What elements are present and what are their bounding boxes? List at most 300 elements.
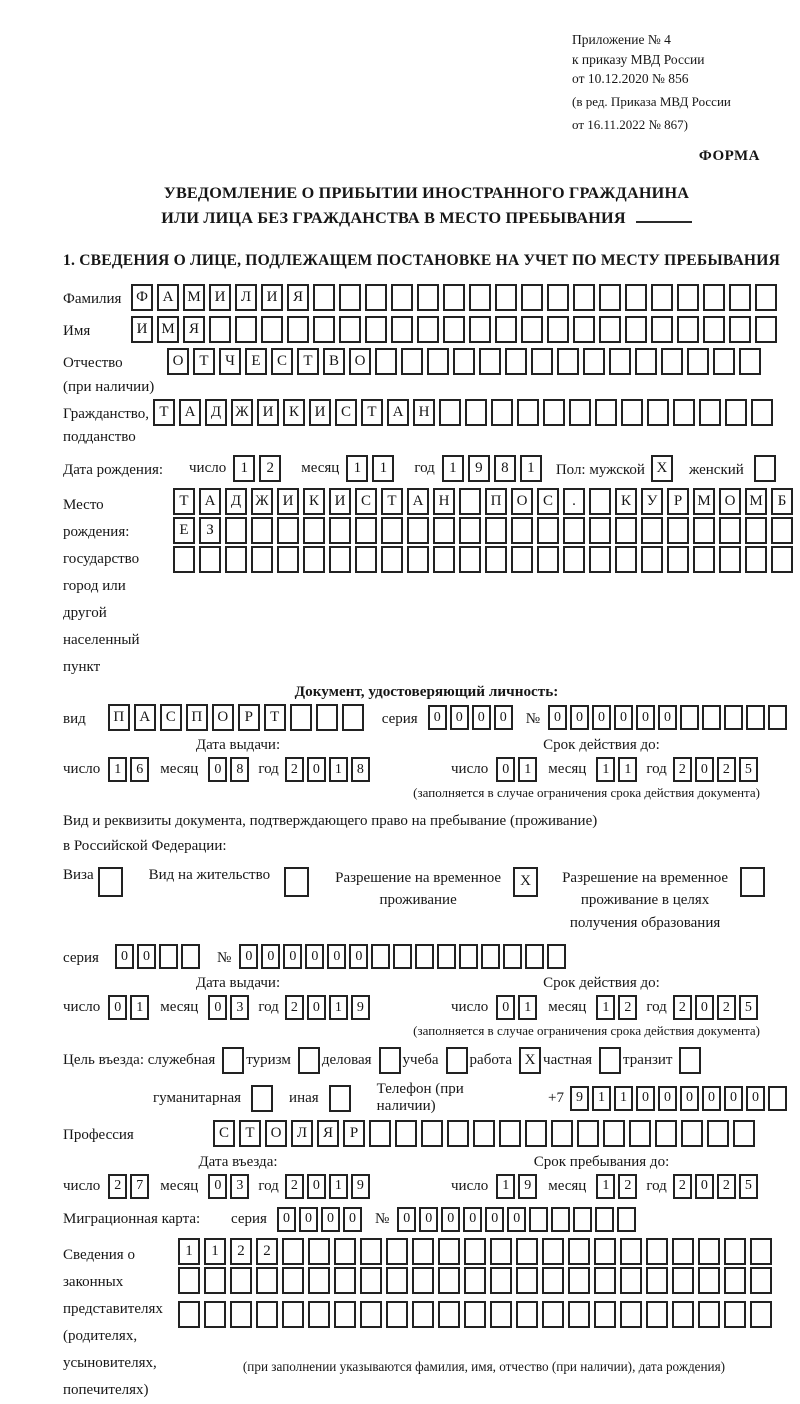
form-cell[interactable] <box>521 284 543 311</box>
form-cell[interactable] <box>417 284 439 311</box>
form-cell[interactable]: Д <box>205 399 227 426</box>
form-cell[interactable] <box>537 546 559 573</box>
form-cell[interactable] <box>282 1301 304 1328</box>
form-cell[interactable]: И <box>329 488 351 515</box>
form-cell[interactable] <box>655 1120 677 1147</box>
form-cell[interactable] <box>771 546 793 573</box>
form-cell[interactable] <box>599 316 621 343</box>
purpose-business-checkbox[interactable] <box>379 1047 401 1074</box>
form-cell[interactable] <box>261 316 283 343</box>
form-cell[interactable] <box>719 517 741 544</box>
form-cell[interactable] <box>204 1301 226 1328</box>
form-cell[interactable] <box>543 399 565 426</box>
form-cell[interactable]: И <box>209 284 231 311</box>
form-cell[interactable] <box>525 944 544 969</box>
form-cell[interactable] <box>391 316 413 343</box>
form-cell[interactable]: 0 <box>115 944 134 969</box>
form-cell[interactable] <box>303 517 325 544</box>
form-cell[interactable] <box>621 399 643 426</box>
form-cell[interactable] <box>755 316 777 343</box>
form-cell[interactable]: С <box>537 488 559 515</box>
form-cell[interactable]: 8 <box>230 757 249 782</box>
form-cell[interactable]: Р <box>343 1120 365 1147</box>
form-cell[interactable] <box>724 1301 746 1328</box>
form-cell[interactable]: 0 <box>307 995 326 1020</box>
form-cell[interactable] <box>473 1120 495 1147</box>
form-cell[interactable]: Ф <box>131 284 153 311</box>
form-cell[interactable]: 0 <box>702 1086 721 1111</box>
form-cell[interactable]: Т <box>381 488 403 515</box>
form-cell[interactable] <box>465 399 487 426</box>
form-cell[interactable]: 1 <box>372 455 394 482</box>
purpose-transit-checkbox[interactable] <box>679 1047 701 1074</box>
form-cell[interactable]: А <box>134 704 156 731</box>
form-cell[interactable] <box>547 284 569 311</box>
form-cell[interactable]: О <box>212 704 234 731</box>
form-cell[interactable] <box>427 348 449 375</box>
form-cell[interactable] <box>173 546 195 573</box>
form-cell[interactable]: 0 <box>636 1086 655 1111</box>
form-cell[interactable]: У <box>641 488 663 515</box>
form-cell[interactable] <box>464 1238 486 1265</box>
form-cell[interactable] <box>542 1301 564 1328</box>
form-cell[interactable] <box>551 1207 570 1232</box>
form-cell[interactable] <box>433 546 455 573</box>
form-cell[interactable] <box>438 1238 460 1265</box>
form-cell[interactable]: 2 <box>673 995 692 1020</box>
form-cell[interactable]: Я <box>287 284 309 311</box>
form-cell[interactable]: 1 <box>596 757 615 782</box>
form-cell[interactable] <box>713 348 735 375</box>
form-cell[interactable] <box>589 546 611 573</box>
form-cell[interactable]: 0 <box>724 1086 743 1111</box>
form-cell[interactable] <box>439 399 461 426</box>
form-cell[interactable]: А <box>199 488 221 515</box>
form-cell[interactable] <box>547 316 569 343</box>
form-cell[interactable]: Т <box>153 399 175 426</box>
form-cell[interactable] <box>282 1267 304 1294</box>
form-cell[interactable]: К <box>283 399 305 426</box>
form-cell[interactable]: 1 <box>329 757 348 782</box>
visa-checkbox[interactable] <box>98 867 123 897</box>
form-cell[interactable]: Ж <box>251 488 273 515</box>
form-cell[interactable]: 0 <box>746 1086 765 1111</box>
form-cell[interactable] <box>491 399 513 426</box>
form-cell[interactable]: 1 <box>329 995 348 1020</box>
form-cell[interactable] <box>750 1267 772 1294</box>
form-cell[interactable] <box>329 517 351 544</box>
form-cell[interactable]: Ж <box>231 399 253 426</box>
form-cell[interactable] <box>615 517 637 544</box>
form-cell[interactable] <box>277 546 299 573</box>
form-cell[interactable] <box>635 348 657 375</box>
form-cell[interactable]: 0 <box>496 995 515 1020</box>
form-cell[interactable]: 0 <box>570 705 589 730</box>
form-cell[interactable] <box>342 704 364 731</box>
form-cell[interactable]: 0 <box>299 1207 318 1232</box>
form-cell[interactable]: Л <box>235 284 257 311</box>
form-cell[interactable] <box>355 517 377 544</box>
form-cell[interactable] <box>687 348 709 375</box>
form-cell[interactable] <box>603 1120 625 1147</box>
form-cell[interactable]: П <box>108 704 130 731</box>
form-cell[interactable] <box>617 1207 636 1232</box>
form-cell[interactable]: 2 <box>717 1174 736 1199</box>
form-cell[interactable] <box>568 1267 590 1294</box>
form-cell[interactable] <box>707 1120 729 1147</box>
form-cell[interactable] <box>437 944 456 969</box>
form-cell[interactable] <box>360 1301 382 1328</box>
form-cell[interactable] <box>339 316 361 343</box>
form-cell[interactable] <box>573 316 595 343</box>
form-cell[interactable]: 6 <box>130 757 149 782</box>
form-cell[interactable]: Е <box>245 348 267 375</box>
form-cell[interactable] <box>251 546 273 573</box>
form-cell[interactable] <box>401 348 423 375</box>
form-cell[interactable] <box>407 546 429 573</box>
form-cell[interactable] <box>485 517 507 544</box>
form-cell[interactable] <box>503 944 522 969</box>
purpose-other-checkbox[interactable] <box>329 1085 351 1112</box>
form-cell[interactable] <box>651 284 673 311</box>
form-cell[interactable] <box>490 1238 512 1265</box>
form-cell[interactable]: 1 <box>592 1086 611 1111</box>
form-cell[interactable]: И <box>261 284 283 311</box>
form-cell[interactable] <box>557 348 579 375</box>
form-cell[interactable]: 1 <box>329 1174 348 1199</box>
form-cell[interactable]: О <box>349 348 371 375</box>
form-cell[interactable]: 2 <box>285 1174 304 1199</box>
form-cell[interactable]: 9 <box>351 995 370 1020</box>
form-cell[interactable]: И <box>277 488 299 515</box>
form-cell[interactable]: М <box>693 488 715 515</box>
form-cell[interactable]: 3 <box>230 995 249 1020</box>
form-cell[interactable]: 9 <box>518 1174 537 1199</box>
form-cell[interactable]: А <box>179 399 201 426</box>
form-cell[interactable]: 1 <box>108 757 127 782</box>
form-cell[interactable]: 0 <box>419 1207 438 1232</box>
form-cell[interactable]: 1 <box>618 757 637 782</box>
form-cell[interactable] <box>595 399 617 426</box>
form-cell[interactable] <box>308 1238 330 1265</box>
form-cell[interactable]: 0 <box>208 995 227 1020</box>
form-cell[interactable] <box>499 1120 521 1147</box>
form-cell[interactable] <box>542 1238 564 1265</box>
form-cell[interactable] <box>594 1267 616 1294</box>
form-cell[interactable] <box>287 316 309 343</box>
form-cell[interactable] <box>469 284 491 311</box>
form-cell[interactable] <box>583 348 605 375</box>
form-cell[interactable] <box>681 1120 703 1147</box>
form-cell[interactable]: 1 <box>596 995 615 1020</box>
form-cell[interactable] <box>746 705 765 730</box>
form-cell[interactable] <box>365 284 387 311</box>
form-cell[interactable]: З <box>199 517 221 544</box>
form-cell[interactable]: Я <box>183 316 205 343</box>
form-cell[interactable]: 1 <box>614 1086 633 1111</box>
form-cell[interactable]: Е <box>173 517 195 544</box>
form-cell[interactable] <box>481 944 500 969</box>
form-cell[interactable]: А <box>157 284 179 311</box>
form-cell[interactable]: 2 <box>618 1174 637 1199</box>
form-cell[interactable]: 0 <box>261 944 280 969</box>
form-cell[interactable] <box>178 1301 200 1328</box>
form-cell[interactable] <box>511 546 533 573</box>
form-cell[interactable] <box>568 1301 590 1328</box>
form-cell[interactable]: 1 <box>596 1174 615 1199</box>
form-cell[interactable] <box>516 1301 538 1328</box>
form-cell[interactable]: 0 <box>507 1207 526 1232</box>
purpose-private-checkbox[interactable] <box>599 1047 621 1074</box>
form-cell[interactable] <box>490 1267 512 1294</box>
form-cell[interactable] <box>569 399 591 426</box>
form-cell[interactable] <box>698 1301 720 1328</box>
form-cell[interactable] <box>459 546 481 573</box>
form-cell[interactable] <box>641 517 663 544</box>
form-cell[interactable] <box>595 1207 614 1232</box>
form-cell[interactable]: 0 <box>658 1086 677 1111</box>
form-cell[interactable] <box>334 1267 356 1294</box>
form-cell[interactable]: К <box>303 488 325 515</box>
form-cell[interactable] <box>750 1301 772 1328</box>
form-cell[interactable] <box>204 1267 226 1294</box>
form-cell[interactable]: 0 <box>283 944 302 969</box>
form-cell[interactable]: М <box>183 284 205 311</box>
form-cell[interactable]: О <box>265 1120 287 1147</box>
form-cell[interactable] <box>725 399 747 426</box>
form-cell[interactable]: 0 <box>349 944 368 969</box>
form-cell[interactable]: И <box>309 399 331 426</box>
form-cell[interactable]: 2 <box>285 995 304 1020</box>
form-cell[interactable] <box>745 517 767 544</box>
form-cell[interactable] <box>225 546 247 573</box>
form-cell[interactable] <box>693 517 715 544</box>
form-cell[interactable] <box>703 316 725 343</box>
form-cell[interactable]: 0 <box>137 944 156 969</box>
form-cell[interactable] <box>360 1238 382 1265</box>
form-cell[interactable] <box>386 1238 408 1265</box>
form-cell[interactable] <box>599 284 621 311</box>
form-cell[interactable] <box>661 348 683 375</box>
form-cell[interactable]: 2 <box>618 995 637 1020</box>
form-cell[interactable]: 0 <box>472 705 491 730</box>
form-cell[interactable] <box>334 1238 356 1265</box>
form-cell[interactable]: М <box>157 316 179 343</box>
form-cell[interactable]: 0 <box>658 705 677 730</box>
form-cell[interactable] <box>417 316 439 343</box>
form-cell[interactable]: 1 <box>520 455 542 482</box>
form-cell[interactable]: Я <box>317 1120 339 1147</box>
form-cell[interactable] <box>729 316 751 343</box>
sex-female-checkbox[interactable] <box>754 455 776 482</box>
form-cell[interactable]: М <box>745 488 767 515</box>
temp-residence-edu-checkbox[interactable] <box>740 867 765 897</box>
form-cell[interactable] <box>381 546 403 573</box>
form-cell[interactable]: О <box>719 488 741 515</box>
form-cell[interactable]: 1 <box>496 1174 515 1199</box>
form-cell[interactable] <box>313 316 335 343</box>
form-cell[interactable]: П <box>485 488 507 515</box>
form-cell[interactable] <box>724 1267 746 1294</box>
form-cell[interactable]: Н <box>413 399 435 426</box>
form-cell[interactable] <box>733 1120 755 1147</box>
form-cell[interactable] <box>459 517 481 544</box>
form-cell[interactable] <box>719 546 741 573</box>
form-cell[interactable]: Т <box>193 348 215 375</box>
form-cell[interactable] <box>625 316 647 343</box>
form-cell[interactable] <box>537 517 559 544</box>
form-cell[interactable]: С <box>355 488 377 515</box>
form-cell[interactable]: И <box>131 316 153 343</box>
residence-permit-checkbox[interactable] <box>284 867 309 897</box>
form-cell[interactable]: 0 <box>208 1174 227 1199</box>
form-cell[interactable]: С <box>213 1120 235 1147</box>
form-cell[interactable]: 0 <box>614 705 633 730</box>
form-cell[interactable]: О <box>167 348 189 375</box>
form-cell[interactable]: И <box>257 399 279 426</box>
form-cell[interactable] <box>768 705 787 730</box>
form-cell[interactable]: С <box>160 704 182 731</box>
form-cell[interactable] <box>547 944 566 969</box>
form-cell[interactable] <box>412 1267 434 1294</box>
form-cell[interactable] <box>677 316 699 343</box>
form-cell[interactable] <box>651 316 673 343</box>
purpose-tourism-checkbox[interactable] <box>298 1047 320 1074</box>
form-cell[interactable] <box>698 1267 720 1294</box>
form-cell[interactable] <box>290 704 312 731</box>
form-cell[interactable] <box>680 705 699 730</box>
form-cell[interactable] <box>386 1301 408 1328</box>
form-cell[interactable] <box>199 546 221 573</box>
form-cell[interactable] <box>667 517 689 544</box>
form-cell[interactable] <box>677 284 699 311</box>
form-cell[interactable]: 3 <box>230 1174 249 1199</box>
form-cell[interactable] <box>703 284 725 311</box>
form-cell[interactable]: Б <box>771 488 793 515</box>
form-cell[interactable] <box>620 1301 642 1328</box>
form-cell[interactable]: 9 <box>351 1174 370 1199</box>
form-cell[interactable] <box>421 1120 443 1147</box>
form-cell[interactable] <box>375 348 397 375</box>
form-cell[interactable]: 0 <box>307 757 326 782</box>
form-cell[interactable] <box>646 1267 668 1294</box>
form-cell[interactable] <box>521 316 543 343</box>
form-cell[interactable] <box>568 1238 590 1265</box>
form-cell[interactable] <box>391 284 413 311</box>
form-cell[interactable] <box>433 517 455 544</box>
form-cell[interactable] <box>729 284 751 311</box>
form-cell[interactable]: 1 <box>442 455 464 482</box>
form-cell[interactable]: 1 <box>178 1238 200 1265</box>
form-cell[interactable]: 2 <box>673 757 692 782</box>
form-cell[interactable]: 2 <box>717 995 736 1020</box>
form-cell[interactable] <box>365 316 387 343</box>
sex-male-checkbox[interactable]: X <box>651 455 673 482</box>
form-cell[interactable] <box>386 1267 408 1294</box>
form-cell[interactable] <box>620 1267 642 1294</box>
form-cell[interactable]: О <box>511 488 533 515</box>
form-cell[interactable]: 2 <box>108 1174 127 1199</box>
form-cell[interactable] <box>751 399 773 426</box>
form-cell[interactable]: 5 <box>739 995 758 1020</box>
purpose-work-checkbox[interactable]: X <box>519 1047 541 1074</box>
form-cell[interactable] <box>371 944 390 969</box>
form-cell[interactable] <box>469 316 491 343</box>
form-cell[interactable] <box>443 284 465 311</box>
form-cell[interactable] <box>667 546 689 573</box>
form-cell[interactable] <box>673 399 695 426</box>
form-cell[interactable] <box>573 1207 592 1232</box>
form-cell[interactable]: Ч <box>219 348 241 375</box>
form-cell[interactable]: 0 <box>680 1086 699 1111</box>
form-cell[interactable] <box>393 944 412 969</box>
form-cell[interactable]: 2 <box>717 757 736 782</box>
form-cell[interactable] <box>438 1301 460 1328</box>
form-cell[interactable] <box>739 348 761 375</box>
form-cell[interactable]: 0 <box>343 1207 362 1232</box>
form-cell[interactable] <box>334 1301 356 1328</box>
purpose-official-checkbox[interactable] <box>222 1047 244 1074</box>
form-cell[interactable]: Т <box>361 399 383 426</box>
form-cell[interactable] <box>672 1301 694 1328</box>
form-cell[interactable]: 1 <box>518 995 537 1020</box>
form-cell[interactable]: 0 <box>463 1207 482 1232</box>
form-cell[interactable] <box>755 284 777 311</box>
form-cell[interactable]: 0 <box>428 705 447 730</box>
form-cell[interactable]: Т <box>264 704 286 731</box>
form-cell[interactable] <box>672 1238 694 1265</box>
form-cell[interactable]: . <box>563 488 585 515</box>
form-cell[interactable] <box>693 546 715 573</box>
form-cell[interactable] <box>511 517 533 544</box>
form-cell[interactable] <box>699 399 721 426</box>
purpose-study-checkbox[interactable] <box>446 1047 468 1074</box>
form-cell[interactable] <box>235 316 257 343</box>
form-cell[interactable]: 0 <box>327 944 346 969</box>
form-cell[interactable] <box>209 316 231 343</box>
form-cell[interactable] <box>525 1120 547 1147</box>
form-cell[interactable]: С <box>335 399 357 426</box>
form-cell[interactable] <box>517 399 539 426</box>
form-cell[interactable] <box>316 704 338 731</box>
form-cell[interactable] <box>531 348 553 375</box>
form-cell[interactable]: Н <box>433 488 455 515</box>
form-cell[interactable] <box>355 546 377 573</box>
form-cell[interactable]: 2 <box>259 455 281 482</box>
form-cell[interactable] <box>594 1238 616 1265</box>
form-cell[interactable] <box>459 488 481 515</box>
form-cell[interactable] <box>609 348 631 375</box>
form-cell[interactable]: 0 <box>695 1174 714 1199</box>
form-cell[interactable]: Р <box>238 704 260 731</box>
form-cell[interactable] <box>407 517 429 544</box>
form-cell[interactable]: 1 <box>204 1238 226 1265</box>
form-cell[interactable] <box>443 316 465 343</box>
form-cell[interactable] <box>159 944 178 969</box>
form-cell[interactable]: 0 <box>695 757 714 782</box>
form-cell[interactable]: 0 <box>494 705 513 730</box>
form-cell[interactable]: 0 <box>441 1207 460 1232</box>
form-cell[interactable] <box>629 1120 651 1147</box>
form-cell[interactable] <box>308 1301 330 1328</box>
form-cell[interactable]: 1 <box>346 455 368 482</box>
form-cell[interactable] <box>303 546 325 573</box>
form-cell[interactable] <box>505 348 527 375</box>
form-cell[interactable]: Д <box>225 488 247 515</box>
form-cell[interactable] <box>464 1267 486 1294</box>
form-cell[interactable]: 0 <box>548 705 567 730</box>
form-cell[interactable] <box>641 546 663 573</box>
